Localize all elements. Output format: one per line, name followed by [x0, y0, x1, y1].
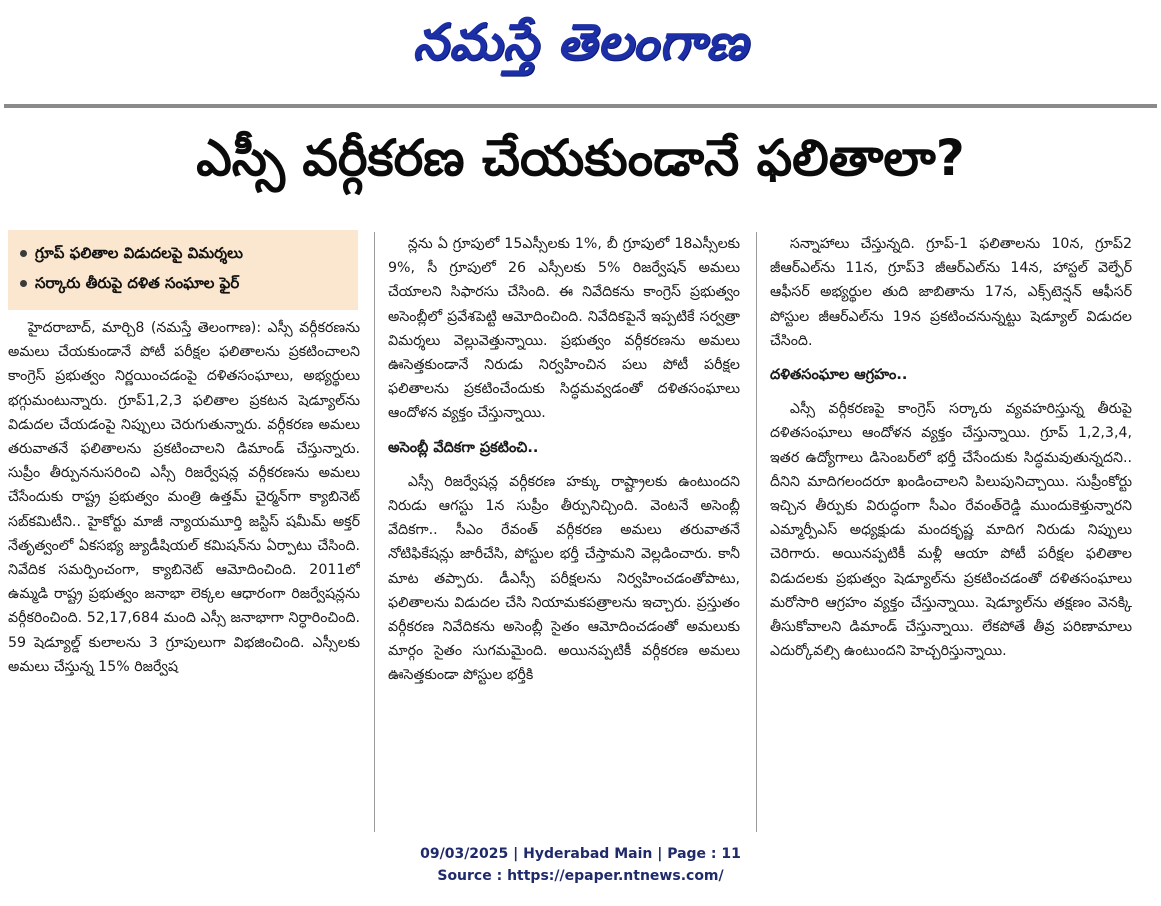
newspaper-logo: నమస్తే తెలంగాణ	[412, 12, 749, 71]
article-headline: ఎస్సీ వర్గీకరణ చేయకుండానే ఫలితాలా?	[196, 128, 965, 187]
bullet-icon	[20, 250, 27, 257]
masthead-divider	[4, 104, 1157, 108]
article-column-3	[770, 232, 1132, 812]
article-paragraph: న్లను ఏ గ్రూపులో 15ఎస్సీలకు 1%, బీ గ్రూపులో 18ఎస్సీలకు 9%, సీ గ్రూపులో 26 ఎస్సీలకు 5% రిజర్వేషన్ అమలు చేయాలని సిఫారసు చేసింది. ఈ నివేదికను కాంగ్రెస్ ప్రభుత్వం అసెంబ్లీలో ప్రవేశపెట్టి ఆమోదించింది. నివేదికపైనే ఇప్పటికే సర్వత్రా విమర్శలు వెల్లువెత్తున్నాయి. ప్రభుత్వం వర్గీకరణను అమలు ఊసెత్తకుండానే నిరుడు నిర్వహించిన పలు పోటీ పరీక్షల ఫలితాలను ప్రకటించేందుకు సిద్ధమవ్వడంతో దళితసంఘాలు ఆందోళన వ్యక్తం చేస్తున్నాయి.	[388, 236, 740, 422]
highlight-item	[20, 268, 350, 298]
edition-info: 09/03/2025 | Hyderabad Main | Page : 11	[420, 846, 741, 862]
article-paragraph: ఎస్సీ వర్గీకరణపై కాంగ్రెస్ సర్కారు వ్యవహరిస్తున్న తీరుపై దళితసంఘాలు ఆందోళన వ్యక్తం చేస్తున్నాయి. గ్రూప్ 1,2,3,4, ఇతర ఉద్యోగాలు డిసెంబర్‌లో భర్తీ చేసేందుకు సిద్ధమవుతున్నదని.. దీనిని మాదిగలందరూ ఖండించాలని పిలుపునిచ్చాయి. సుప్రీంకోర్టు ఇచ్చిన తీర్పుకు విరుద్ధంగా సీఎం రేవంత్‌రెడ్డి ముందుకెళ్తున్నారని ఎమ్మార్పీఎస్ అధ్యక్షుడు మందకృష్ణ మాదిగ నిరుడు నిప్పులు చెరిగారు. అయినప్పటికీ మళ్లీ ఆయా పోటీ పరీక్షల ఫలితాల విడుదలకు ప్రభుత్వం షెడ్యూల్‌ను ప్రకటించడంతో దళితసంఘాలు మరోసారి ఆగ్రహం వ్యక్తం చేస్తున్నాయి. షెడ్యూల్‌ను తక్షణం వెనక్కి తీసుకోవాలని డిమాండ్ చేస్తున్నాయి. లేకపోతే తీవ్ర పరిణామాలు ఎదుర్కోవల్సి ఉంటుందని హెచ్చరిస్తున్నాయి.	[770, 401, 1132, 660]
article-column-2	[388, 232, 740, 840]
column-divider	[756, 232, 757, 832]
article-paragraph: సన్నాహాలు చేస్తున్నది. గ్రూప్-1 ఫలితాలను 10న, గ్రూప్2 జీఆర్ఎల్‌ను 11న, గ్రూప్3 జీఆర్ఎల్‌ను 14న, హాస్టల్ వెల్ఫేర్ ఆఫీసర్ అభ్యర్థుల తుది జాబితాను 17న, ఎక్స్‌టెన్షన్ ఆఫీసర్ పోస్టుల జీఆర్ఎల్‌ను 19న ప్రకటించనున్నట్టు షెడ్యూల్ విడుదల చేసింది.	[770, 236, 1132, 349]
highlight-text: సర్కారు తీరుపై దళిత సంఘాల ఫైర్	[35, 274, 240, 292]
article-paragraph: ఎస్సీ రిజర్వేషన్ల వర్గీకరణ హక్కు రాష్ట్రాలకు ఉంటుందని నిరుడు ఆగస్టు 1న సుప్రీం తీర్పునిచ్చింది. వెంటనే అసెంబ్లీ వేదికగా.. సీఎం రేవంత్ వర్గీకరణ అమలు తరువాతనే నోటిఫికేషన్లు జారీచేసి, పోస్టుల భర్తీ చేస్తామని వెల్లడించారు. కానీ మాట తప్పారు. డీఎస్సీ పరీక్షలను నిర్వహించడంతోపాటు, ఫలితాలను విడుదల చేసి నియామకపత్రాలను ఇచ్చారు. ప్రస్తుతం వర్గీకరణ నివేదికను అసెంబ్లీ సైతం ఆమోదించడంతో అమలుకు మార్గం సైతం సుగమమైంది. అయినప్పటికీ వర్గీకరణ అమలు ఊసెత్తకుండా పోస్టుల భర్తీకి	[388, 473, 740, 684]
article-paragraph: హైదరాబాద్, మార్చి8 (నమస్తే తెలంగాణ): ఎస్సీ వర్గీకరణను అమలు చేయకుండానే పోటీ పరీక్షల ఫలితాలను ప్రకటించాలని కాంగ్రెస్ ప్రభుత్వం నిర్ణయించడంపై దళితసంఘాలు, అభ్యర్థులు భగ్గుమంటున్నారు. గ్రూప్1,2,3 ఫలితాల ప్రకటన షెడ్యూల్‌ను విడుదల చేయడంపై నిప్పులు చెరుగుతున్నారు. వర్గీకరణ అమలు తరువాతనే ఫలితాలను ప్రకటించాలని డిమాండ్ చేస్తున్నారు. సుప్రీం తీర్పుననుసరించి ఎస్సీ రిజర్వేషన్ల వర్గీకరణను అమలు చేసేందుకు రాష్ట్ర ప్రభుత్వం మంత్రి ఉత్తమ్ చైర్మన్‌గా క్యాబినెట్ సబ్‌కమిటీని.. హైకోర్టు మాజీ న్యాయమూర్తి జస్టిస్ షమీమ్ అక్తర్ నేతృత్వంలో ఏకసభ్య జ్యుడీషియల్ కమిషన్‌ను ఏర్పాటు చేసింది. నివేదిక సమర్పించంగా, క్యాబినెట్ ఆమోదించింది. 2011లో ఉమ్మడి రాష్ట్ర ప్రభుత్వం జనాభా లెక్కల ఆధారంగా రిజర్వేషన్లను వర్గీకరించింది. 52,17,684 మంది ఎస్సీ జనాభాగా నిర్ధారించింది. 59 షెడ్యూల్డ్ కులాలను 3 గ్రూపులుగా విభజించింది. ఎస్సీలకు అమలు చేస్తున్న 15% రిజర్వేష	[8, 320, 360, 675]
column-divider	[374, 232, 375, 832]
highlight-text: గ్రూప్ ఫలితాల విడుదలపై విమర్శలు	[35, 244, 243, 262]
masthead	[0, 0, 1161, 96]
bullet-icon	[20, 280, 27, 287]
subheading: దళితసంఘాల ఆగ్రహం..	[770, 367, 908, 384]
highlights-box	[8, 230, 358, 310]
source-link[interactable]: Source : https://epaper.ntnews.com/	[437, 868, 724, 884]
subheading: అసెంబ్లీ వేదికగా ప్రకటించి..	[388, 439, 539, 456]
article-column-1	[8, 316, 360, 840]
highlight-item	[20, 238, 350, 268]
